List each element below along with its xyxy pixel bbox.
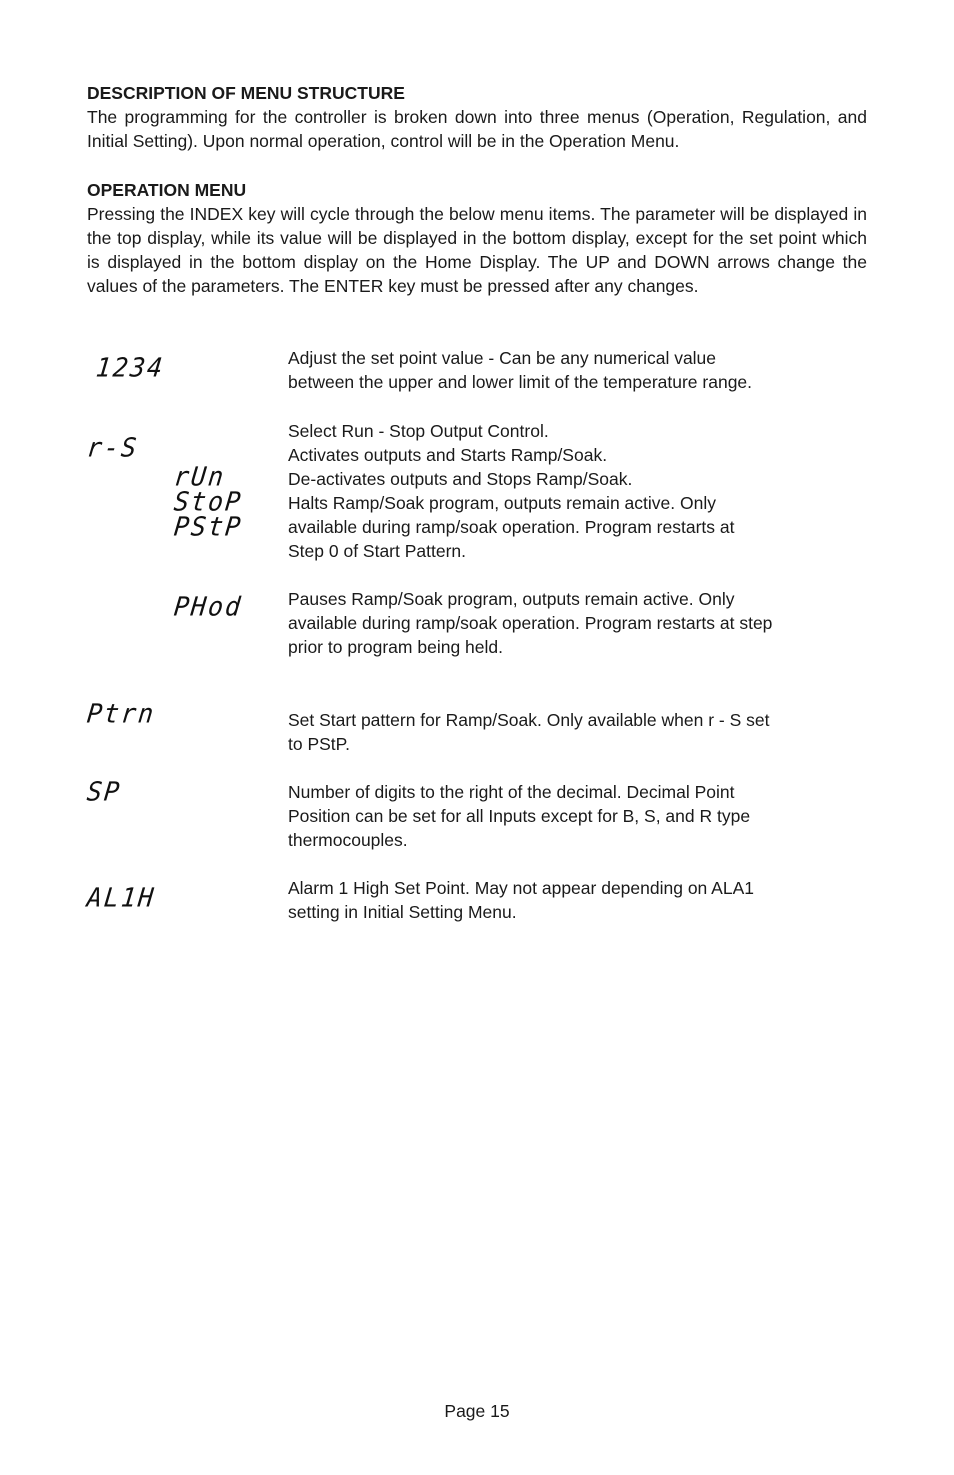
menu-structure-paragraph: The programming for the controller is broken down into three menus (Operation, Regulation, and Initial Setting). Upon normal operation, control will be in the Operation Menu. (87, 107, 867, 151)
display-code-ptrn: Ptrn (85, 698, 157, 729)
heading-menu-structure: DESCRIPTION OF MENU STRUCTURE (87, 83, 405, 103)
display-code-phod: PHod (172, 591, 244, 622)
run-stop-description: Select Run - Stop Output Control. Activates outputs and Starts Ramp/Soak. De-activates outputs and Stops Ramp/Soak. Halts Ramp/Soak program, outputs remain active. Only available during ramp/soak operation. Program restarts at Step 0 of Start Pattern. (288, 421, 735, 561)
display-code-sp: SP (85, 776, 123, 807)
display-code-run-stop: r-S (85, 432, 140, 463)
display-code-setpoint: 1234 (94, 352, 166, 383)
display-code-stop: StoP (172, 486, 244, 517)
setpoint-description: Adjust the set point value - Can be any numerical value between the upper and lower limit of the temperature range. (288, 348, 753, 392)
sp-description: Number of digits to the right of the decimal. Decimal Point Position can be set for all Inputs except for B, S, and R type thermocouples. (288, 782, 751, 850)
phod-description: Pauses Ramp/Soak program, outputs remain active. Only available during ramp/soak operation. Program restarts at step prior to program being held. (288, 589, 773, 657)
display-code-run: rUn (172, 461, 227, 492)
display-code-pstp: PStP (172, 511, 244, 542)
page-number: Page 15 (444, 1401, 510, 1421)
operation-menu-paragraph: Pressing the INDEX key will cycle through the below menu items. The parameter will be displayed in the top display, while its value will be displayed in the bottom display, except for the set point which is displayed in the bottom display on the Home Display. The UP and DOWN arrows change the values of the parameters. The ENTER key must be pressed after any changes. (87, 204, 867, 296)
al1h-description: Alarm 1 High Set Point. May not appear depending on ALA1 setting in Initial Setting Menu. (288, 878, 754, 922)
ptrn-description: Set Start pattern for Ramp/Soak. Only available when r - S set to PStP. (288, 710, 770, 754)
display-code-al1h: AL1H (85, 882, 157, 913)
heading-operation-menu: OPERATION MENU (87, 180, 247, 200)
